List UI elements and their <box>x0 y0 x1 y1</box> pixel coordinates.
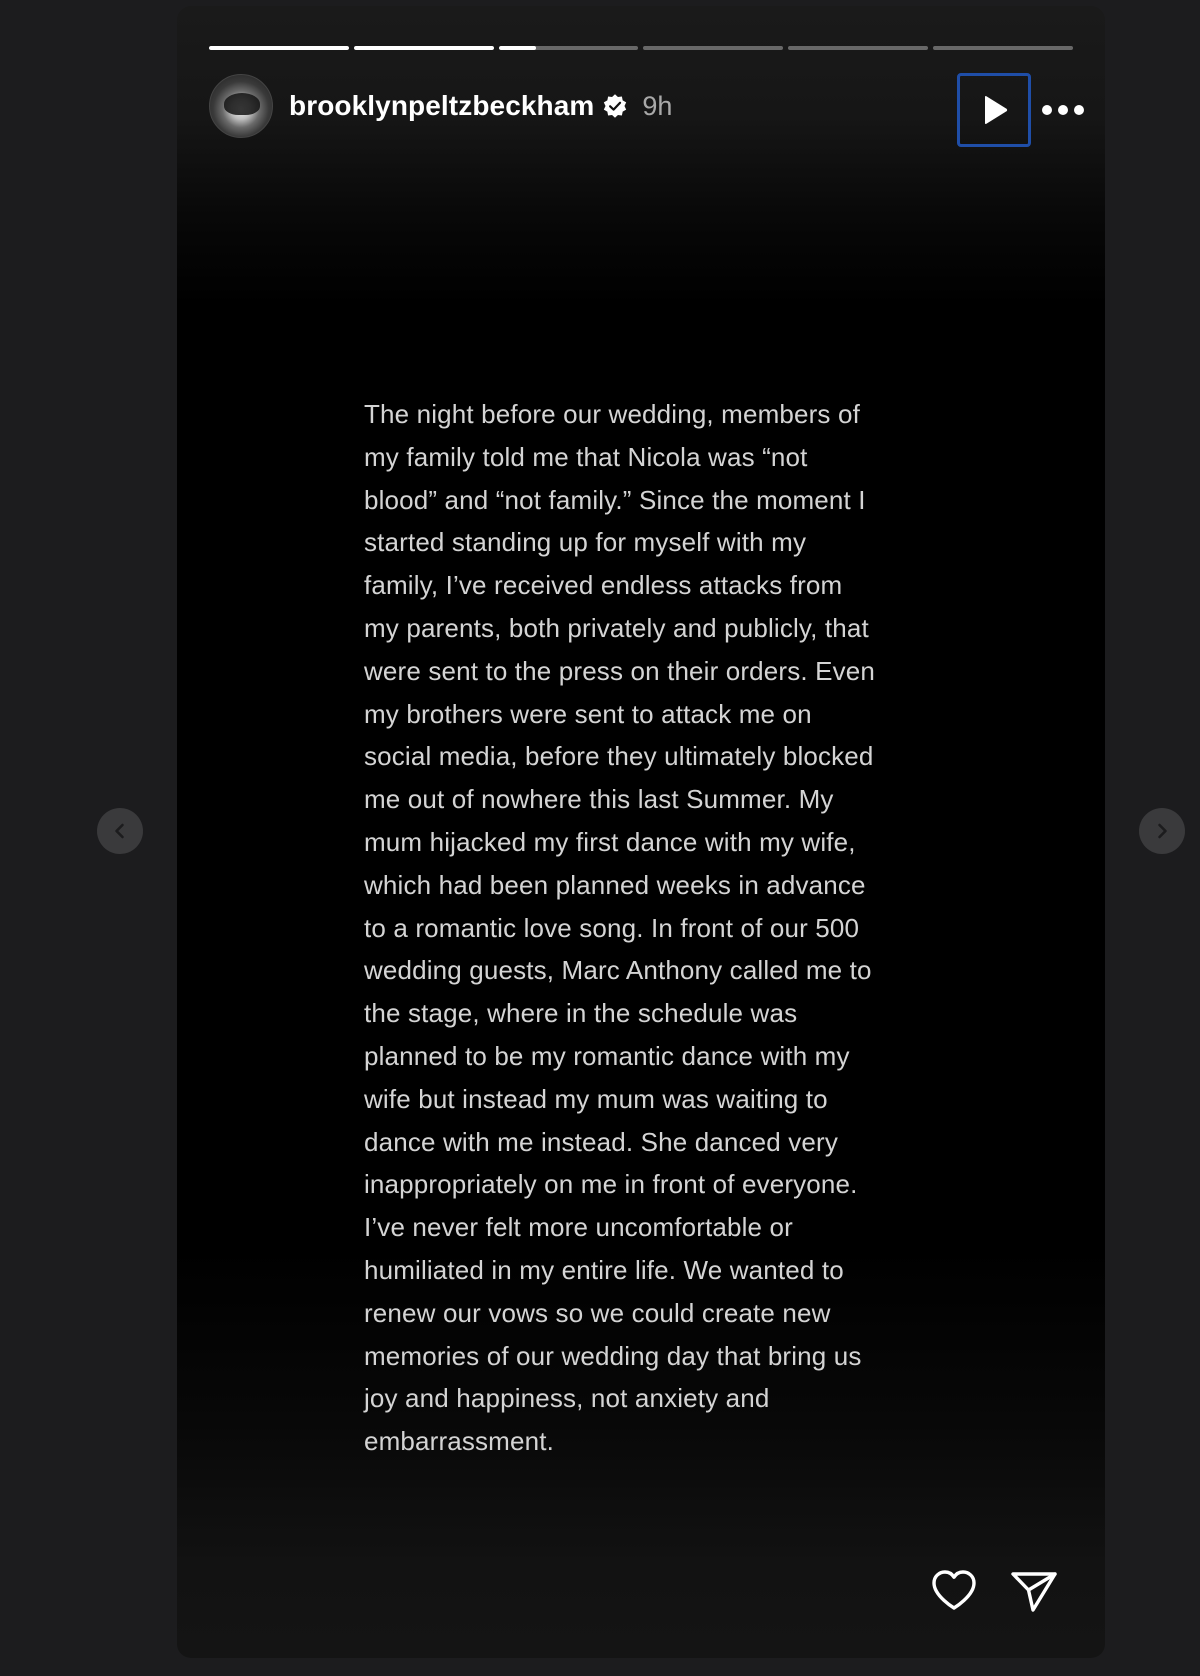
avatar[interactable] <box>209 74 273 138</box>
previous-story-button[interactable] <box>97 808 143 854</box>
progress-segment <box>933 46 1073 50</box>
progress-segment <box>499 46 639 50</box>
more-options-icon <box>1041 104 1085 116</box>
username-link[interactable]: brooklynpeltzbeckham <box>289 90 595 121</box>
more-options-button[interactable] <box>1041 88 1085 132</box>
story-actions <box>929 1566 1079 1616</box>
chevron-right-icon <box>1152 821 1172 841</box>
like-button[interactable] <box>929 1566 979 1616</box>
progress-fill <box>354 46 494 50</box>
play-icon <box>976 92 1012 128</box>
share-button[interactable] <box>1009 1566 1059 1616</box>
verified-badge-icon <box>602 93 628 119</box>
story-text: The night before our wedding, members of my family told me that Nicola was “not blood” and “not family.” Since the moment I started standing up for myself with my family, I’ve received endless attacks from my parents, both privately and publicly, that were sent to the press on their orders. Even my brothers were sent to attack me on social media, before they ultimately blocked me out of nowhere this last Summer. My mum hijacked my first dance with my wife, which had been planned weeks in advance to a romantic love song. In front of our 500 wedding guests, Marc Anthony called me to the stage, where in the schedule was planned to be my romantic dance with my wife but instead my mum was waiting to dance with me instead. She danced very inappropriately on me in front of everyone. I’ve never felt more uncomfortable or humiliated in my entire life. We wanted to renew our vows so we could create new memories of our wedding day that bring us joy and happiness, not anxiety and embarrassment. <box>364 399 875 1457</box>
progress-fill <box>499 46 537 50</box>
progress-segment <box>354 46 494 50</box>
story-header <box>209 74 1073 138</box>
progress-segment <box>209 46 349 50</box>
progress-segment <box>788 46 928 50</box>
next-story-button[interactable] <box>1139 808 1185 854</box>
story-card[interactable] <box>177 6 1105 1658</box>
play-button[interactable] <box>957 73 1031 147</box>
timestamp: 9h <box>642 90 673 121</box>
heart-icon <box>929 1566 979 1616</box>
send-icon <box>1009 1566 1059 1616</box>
chevron-left-icon <box>110 821 130 841</box>
progress-fill <box>209 46 349 50</box>
progress-segment <box>643 46 783 50</box>
story-progress-bar <box>209 46 1073 50</box>
